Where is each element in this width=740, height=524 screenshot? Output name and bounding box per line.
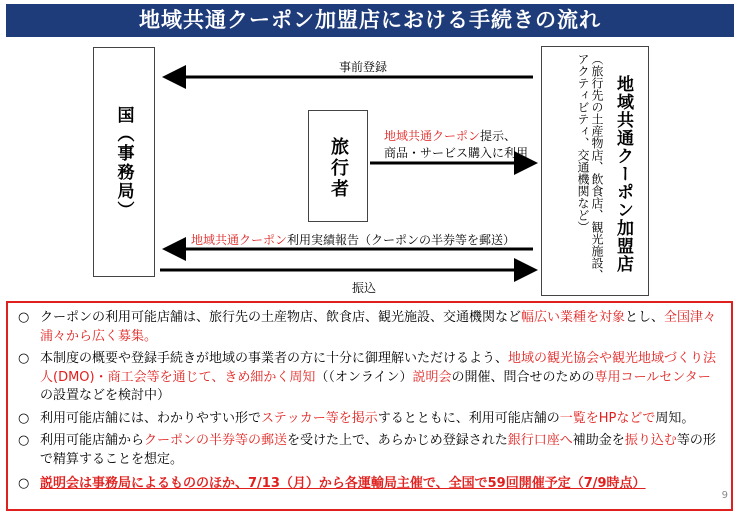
note-5 [18, 475, 721, 494]
label-traveler-line1: 地域共通クーポン提示、 [384, 129, 517, 143]
label-report-coupon: 地域共通クーポン [191, 233, 288, 247]
bullet-icon: ○ [18, 433, 30, 448]
bullet-icon: ○ [18, 351, 30, 366]
label-traveler-coupon: 地域共通クーポン [384, 129, 481, 143]
page-title: 地域共通クーポン加盟店における手続きの流れ [6, 4, 734, 37]
bullet-icon: ○ [18, 410, 30, 426]
label-registration: 事前登録 [339, 60, 388, 74]
store-box [541, 46, 649, 296]
label-traveler-line2: 商品・サービス購入に利用 [384, 146, 529, 160]
traveler-box [308, 110, 368, 222]
note-2: ○ 本制度の概要や登録手続きが地域の事業者の方に十分に御理解いただけるよう、地域の観光協会や観光地域づくり法人(DMO)・商工会等を通じて、きめ細かく周知（（オンライン）説明会の開催、問合せのための専用コールセンターの設置などを検討中） [18, 351, 717, 403]
country-label: 国（事務局） [113, 106, 134, 220]
note-1: ○ クーポンの利用可能店舗は、旅行先の土産物店、飲食店、観光施設、交通機関など幅広い業種を対象とし、全国津々浦々から広く募集。 [18, 310, 717, 344]
store-title: 地域共通クーポン加盟店 [613, 75, 633, 273]
label-report: 地域共通クーポン利用実績報告（クーポンの半券等を郵送） [191, 233, 516, 247]
country-box [93, 47, 155, 277]
note-5-text: 説明会は事務局によるもののほか、7/13（月）から各運輸局主催で、全国で59回開催予定（7/9時点） [40, 476, 646, 491]
bullet-icon: ○ [18, 476, 30, 491]
notes-box [6, 301, 733, 511]
label-transfer: 振込 [352, 281, 377, 295]
store-subtitle: （旅行先の土産物店、飲食店、観光施設、アクティビティ、交通機関など） [576, 53, 604, 281]
bullet-icon: ○ [18, 310, 30, 325]
note-3: ○ 利用可能店舗には、わかりやすい形でステッカー等を掲示するとともに、利用可能店舗の一覧をHPなどで周知。 [18, 410, 721, 429]
note-4: ○ 利用可能店舗からクーポンの半券等の郵送を受けた上で、あらかじめ登録された銀行口座へ補助金を振り込む等の形で精算することを想定。 [18, 433, 716, 467]
traveler-label: 旅行者 [328, 137, 349, 200]
page-number: 9 [721, 490, 728, 501]
